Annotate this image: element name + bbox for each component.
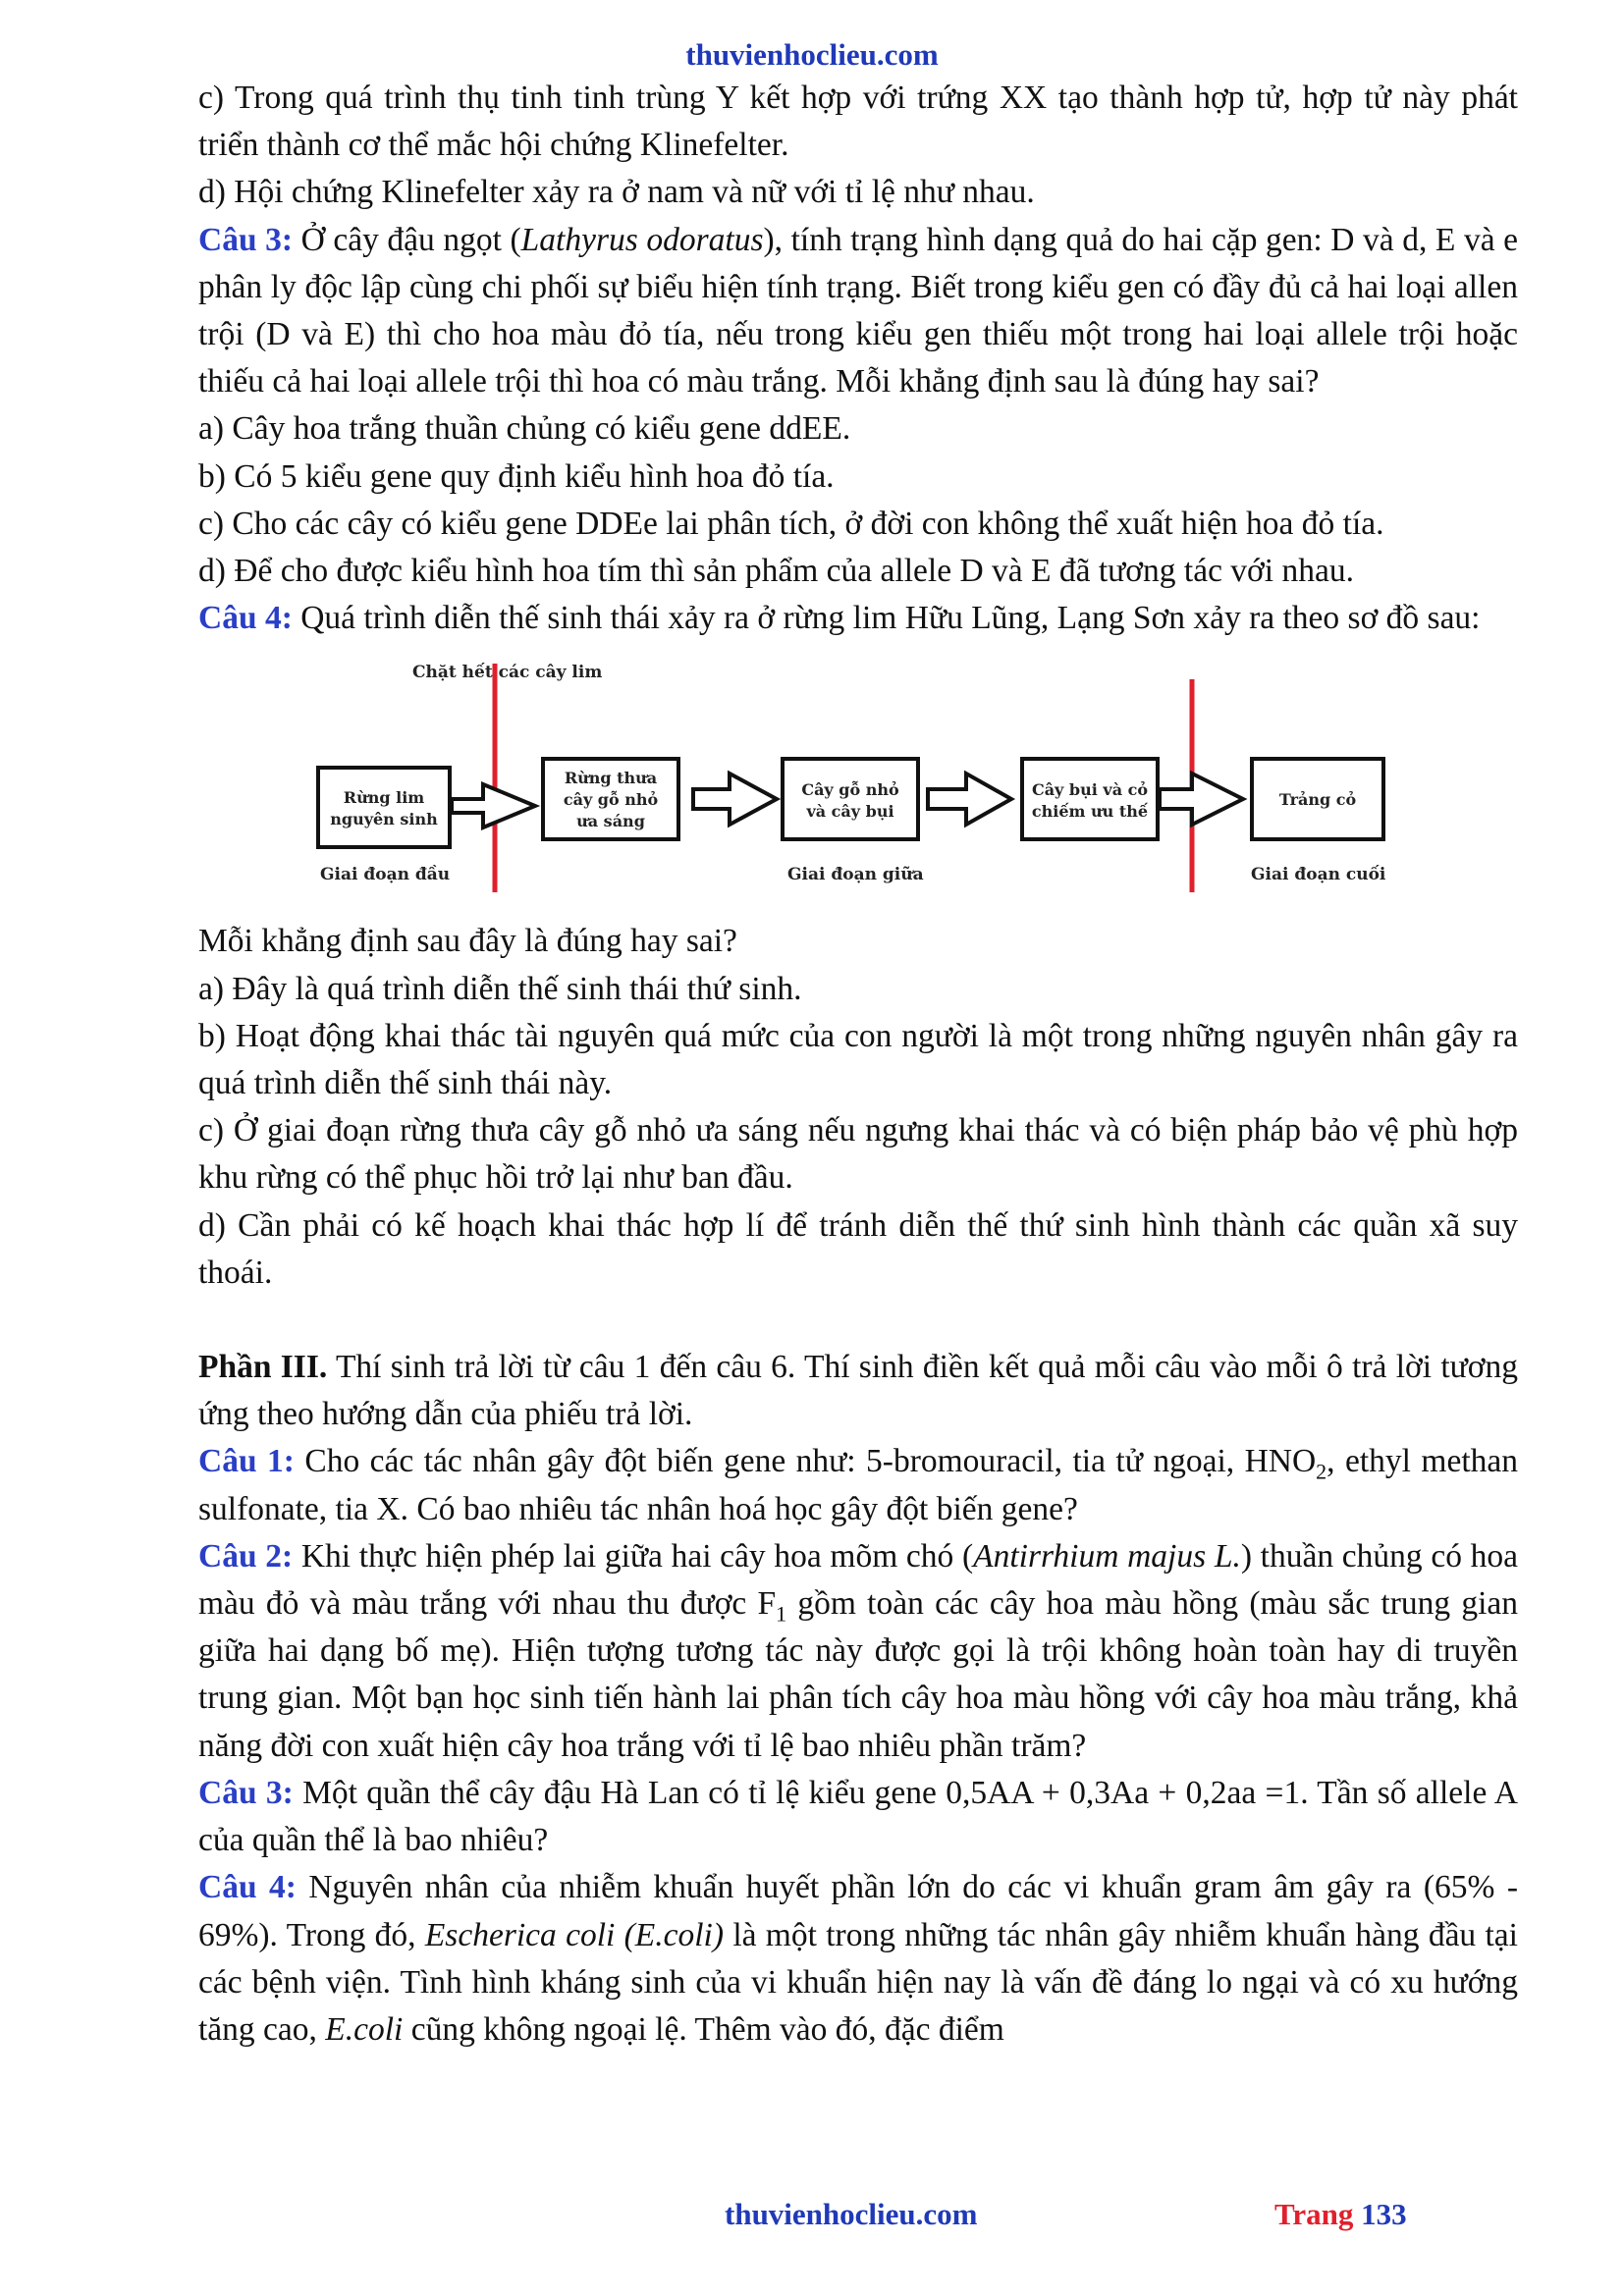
q3-species: Lathyrus odoratus (520, 221, 764, 258)
page-label: Trang (1274, 2197, 1354, 2231)
box-2-line-3: ưa sáng (576, 812, 645, 831)
box-2 (543, 759, 678, 839)
stage-label-2: Giai đoạn giữa (787, 865, 924, 885)
p3-q4-species-2: E.coli (325, 2010, 404, 2048)
question-label: Câu 3: (198, 1774, 294, 1811)
q3-item-a: a) Cây hoa trắng thuần chủng có kiểu gene ddEE. (198, 410, 851, 448)
q3-item-d: d) Để cho được kiểu hình hoa tím thì sản phẩm của allele D và E đã tương tác với nhau. (198, 553, 1354, 590)
part2-item-c: c) Trong quá trình thụ tinh tinh trùng Y kết hợp với trứng XX tạo thành hợp tử, hợp tử này phát triển thành cơ thể mắc hội chứng Klinefelter. (198, 80, 1518, 164)
box-3-line-1: Cây gỗ nhỏ (801, 780, 899, 800)
q4-item-b: b) Hoạt động khai thác tài nguyên quá mức của con người là một trong những nguyên nhân gây ra quá trình diễn thế sinh thái này. (198, 1017, 1518, 1102)
p3-q2-sub: 1 (776, 1601, 787, 1627)
footer-site-link[interactable]: thuvienhoclieu.com (725, 2197, 978, 2231)
p3-q2-species: Antirrhium majus L. (973, 1537, 1241, 1575)
p3-q4-species: Escherica coli (E.coli) (424, 1916, 725, 1953)
p3-q1-sub: 2 (1316, 1460, 1327, 1485)
q3-item-b: b) Có 5 kiểu gene quy định kiểu hình hoa đỏ tía. (198, 457, 835, 495)
q3-stem-text: Ở cây đậu ngọt ( (293, 221, 521, 258)
question-label: Câu 4: (198, 1869, 297, 1906)
stage-label-3: Giai đoạn cuối (1251, 865, 1386, 885)
q4-item-a: a) Đây là quá trình diễn thế sinh thái thứ sinh. (198, 970, 802, 1007)
q4-prompt: Mỗi khẳng định sau đây là đúng hay sai? (198, 923, 737, 960)
p3-q2-text-2: ) thuần chủng có hoa màu đỏ và màu trắng với nhau thu được F (198, 1537, 1518, 1623)
question-label: Câu 1: (198, 1443, 295, 1480)
question-label: Câu 4: (198, 600, 293, 637)
q3-stem (198, 217, 1518, 406)
succession-diagram (198, 642, 1518, 918)
box-5 (1252, 759, 1383, 839)
part3-title: Phần III. (198, 1349, 328, 1386)
p3-q4-text-2: là một trong những tác nhân gây nhiễm khuẩn hàng đầu tại các bệnh viện. Tình hình kháng sinh của vi khuẩn hiện nay là vấn đề đáng lo ngại và có xu hướng tăng cao, (198, 1916, 1518, 2048)
p3-q2-text-3: gồm toàn các cây hoa màu hồng (màu sắc trung gian giữa hai dạng bố mẹ). Hiện tượng tương tác này được gọi là trội không hoàn toàn hay di truyền trung gian. Một bạn học sinh tiến hành lai phân tích cây hoa màu hồng với cây hoa màu trắng, khả năng đời con xuất hiện cây hoa trắng với tỉ lệ bao nhiêu phần trăm? (198, 1585, 1519, 1764)
q4-stem-text: Quá trình diễn thế sinh thái xảy ra ở rừng lim Hữu Lũng, Lạng Sơn xảy ra theo sơ đồ sau: (292, 600, 1481, 637)
box-2-line-2: cây gỗ nhỏ (563, 790, 659, 810)
q3-item-c: c) Cho các cây có kiểu gene DDEe lai phân tích, ở đời con không thể xuất hiện hoa đỏ tía. (198, 505, 1384, 542)
box-1 (318, 768, 450, 847)
box-1-line-2: nguyên sinh (330, 810, 438, 829)
arrow-3 (928, 774, 1011, 825)
p3-q4-text-3: cũng không ngoại lệ. Thêm vào đó, đặc điểm (403, 2010, 1004, 2048)
arrow-4 (1160, 774, 1243, 825)
section-gap (198, 1297, 1518, 1344)
q4-item-d: d) Cần phải có kế hoạch khai thác hợp lí để tránh diễn thế thứ sinh hình thành các quần xã suy thoái. (198, 1206, 1518, 1291)
header-site-link[interactable]: thuvienhoclieu.com (685, 37, 939, 72)
question-label: Câu 3: (198, 221, 294, 258)
p3-q1-text-2: , ethyl methan sulfonate, tia X. Có bao nhiêu tác nhân hoá học gây đột biến gene? (198, 1443, 1519, 1527)
box-1-line-1: Rừng lim (343, 788, 425, 808)
p3-q4-text: Nguyên nhân của nhiễm khuẩn huyết phần lớn do các vi khuẩn gram âm gây ra (65% - 69%). Trong đó, (198, 1869, 1518, 1953)
box-5-line-1: Trảng cỏ (1278, 790, 1357, 810)
p3-q2 (198, 1533, 1518, 1770)
footer-page-number (1274, 2197, 1407, 2232)
arrow-1 (452, 784, 535, 828)
p3-q1-text: Cho các tác nhân gây đột biến gene như: 5-bromouracil, tia tử ngoại, HNO (294, 1443, 1317, 1480)
p3-q4 (198, 1864, 1518, 2054)
page-content (198, 75, 1518, 2054)
arrow-2 (693, 774, 777, 825)
stage-label-1: Giai đoạn đầu (320, 865, 451, 885)
box-4-line-2: chiếm ưu thế (1031, 802, 1149, 822)
page-number: 133 (1361, 2197, 1407, 2231)
part3-intro (198, 1344, 1518, 1438)
box-3 (783, 759, 918, 839)
box-3-line-2: và cây bụi (806, 802, 894, 822)
cut-label: Chặt hết các cây lim (412, 663, 603, 683)
box-4 (1022, 759, 1158, 839)
q4-stem (198, 595, 1518, 642)
box-2-line-1: Rừng thưa (564, 769, 658, 788)
question-label: Câu 2: (198, 1537, 294, 1575)
part3-intro-text: Thí sinh trả lời từ câu 1 đến câu 6. Thí sinh điền kết quả mỗi câu vào mỗi ô trả lời tương ứng theo hướng dẫn của phiếu trả lời. (198, 1349, 1519, 1433)
box-4-line-1: Cây bụi và cỏ (1031, 780, 1149, 800)
p3-q1 (198, 1438, 1518, 1532)
succession-diagram-svg (198, 642, 1518, 918)
q3-stem-text-2: ), tính trạng hình dạng quả do hai cặp gen: D và d, E và e phân ly độc lập cùng chi phối sự biểu hiện tính trạng. Biết trong kiểu gen có đầy đủ cả hai loại allen trội (D và E) thì cho hoa màu đỏ tía, nếu trong kiểu gen thiếu một trong hai loại allele trội hoặc thiếu cả hai loại allele trội thì hoa có màu trắng. Mỗi khẳng định sau là đúng hay sai? (198, 221, 1519, 400)
part2-item-d: d) Hội chứng Klinefelter xảy ra ở nam và nữ với tỉ lệ như nhau. (198, 174, 1035, 211)
p3-q3 (198, 1770, 1518, 1864)
p3-q3-text: Một quần thể cây đậu Hà Lan có tỉ lệ kiểu gene 0,5AA + 0,3Aa + 0,2aa =1. Tần số allele A của quần thể là bao nhiêu? (198, 1774, 1518, 1859)
p3-q2-text: Khi thực hiện phép lai giữa hai cây hoa mõm chó ( (293, 1537, 974, 1575)
q4-item-c: c) Ở giai đoạn rừng thưa cây gỗ nhỏ ưa sáng nếu ngưng khai thác và có biện pháp bảo vệ phù hợp khu rừng có thể phục hồi trở lại như ban đầu. (198, 1112, 1518, 1197)
